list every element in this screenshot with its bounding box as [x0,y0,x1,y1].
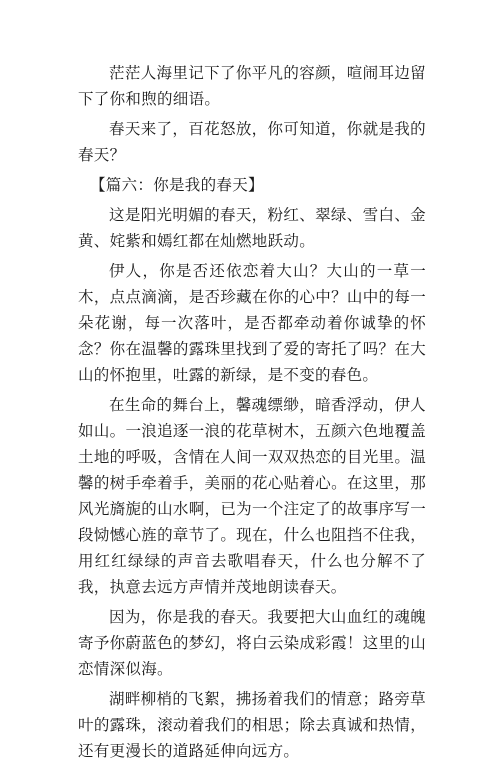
paragraph-intro-1: 茫茫人海里记下了你平凡的容颜，喧闹耳边留下了你和煦的细语。 [78,64,426,108]
paragraph-body-5: 湖畔柳梢的飞絮，拂扬着我们的情意；路旁草叶的露珠，滚动着我们的相思；除去真诚和热情，还有更漫长的道路延伸向远方。 [78,690,426,760]
paragraph-body-3: 在生命的舞台上，馨魂缥缈，暗香浮动，伊人如山。一浪追逐一浪的花草树木，五颜六色地覆盖土地的呼吸，含情在人间一双双热恋的目光里。温馨的树手牵着手，美丽的花心贴着心。在这里，那风光旖旎的山水啊，已为一个注定了的故事序写一段恸憾心旌的章节了。现在，什么也阻挡不住我，用红红绿绿的声音去歌唱春天，什么也分解不了我，执意去远方声情并茂地朗读春天。 [78,396,426,596]
paragraph-body-1: 这是阳光明媚的春天，粉红、翠绿、雪白、金黄、姹紫和嫣红都在灿燃地跃动。 [78,206,426,250]
section-heading: 【篇六：你是我的春天】 [90,176,264,194]
paragraph-intro-2: 春天来了，百花怒放，你可知道，你就是我的春天？ [78,120,426,164]
paragraph-body-4: 因为，你是我的春天。我要把大山血红的魂魄寄予你蔚蓝色的梦幻，将白云染成彩霞！这里的山恋情深似海。 [78,608,426,678]
paragraph-body-2: 伊人，你是否还依恋着大山？大山的一草一木，点点滴滴，是否珍藏在你的心中？山中的每一朵花谢，每一次落叶，是否都牵动着你诚挚的怀念？你在温馨的露珠里找到了爱的寄托了吗？在大山的怀抱里，吐露的新绿，是不变的春色。 [78,262,426,384]
